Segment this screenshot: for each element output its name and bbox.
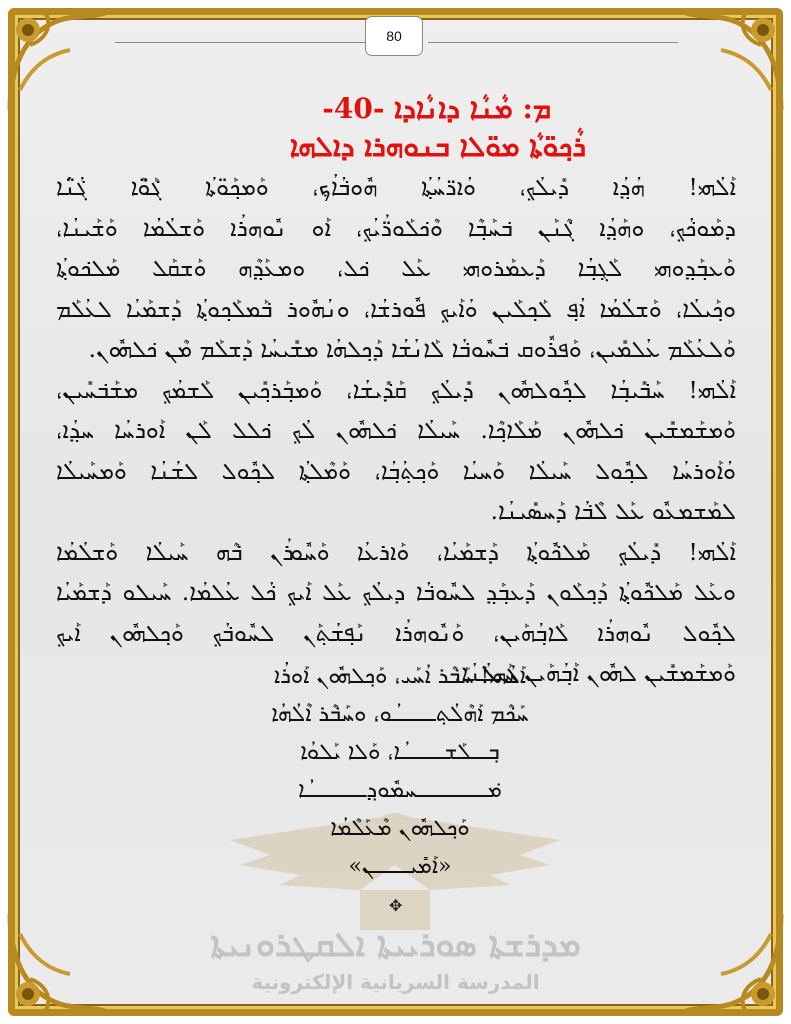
text-line: ܘܰܠܥܳܠܰܡ ܥܳܠܡܺܝܢ، ܘܰܦܪܽܘܩ ܒ݁ܚܽܘܒ݁ܳܐ ܠܰܐܢܳܫܳܐ ܕܰܟ݂ܠܗܳܐ ܡܫܺܝܚܳܐ ܕܰܫܠܰܡ ܡܶܢ ܟ݁ܠܗܽܘܢ. [88,337,736,363]
poem [180,658,620,886]
watermark-arabic-logo: المدرسة السريانية الإلكترونية [251,970,540,994]
header-rule-left [115,42,365,43]
header-rule-right [428,42,678,43]
body-text [56,168,736,695]
text-line: ܐܰܠܳܗܝ! ܚܰܒ݁ܺܝܒ݂ܳܐ ܠܟ݂ܽܘܠܗܽܘܢ ܕܺܝܠܳܟ݂ ܩܰܕ݁ܺܝܫܳܐ، ܘܰܡܒ݂ܰܪܟ݂ܺܝܢ ܠܰܫܡܳܟ݂ ܡܫܰܒ݁ܚܺܝܢ، [56,377,736,404]
poem-line: ܐܰܠܳܗܝ! ܚܰܒ݁ܶܪ ܐܳܚܰܝ، ܘܰܟ݂ܠܗܽܘܢ ܐܰܘܪܳܐ [274,664,526,689]
text-line: ܘܰܥܒ݂ܰܕ݂ܘܗܝ ܠܰܓ݂ܒ݂ܳܐ ܕܰܥܡܰܪܘܗܝ ܥܰܠ ܟ݁ܠ، ܘܡܥܰܕ݂ܶܗ ܘܰܫܩܰܠ ܡܰܠܟ݁ܘܬ݂ܳܐ [56,256,736,282]
watermark-syriac-logo: ܡܕܪܫܬܐ ܣܘܪܝܝܬܐ ܐܠܩܛܪܘܢܝܬܐ [210,925,581,965]
text-line: ܘܰܡܫܰܡܫܺܝܢ ܠܗܽܘܢ ܐܰܒ݂ܳܗܰܝܢ ܚܰܝܠܳܢܳܐ. [453,661,736,687]
text-line: ܘܥܰܠ ܡܰܠܟ݁ܽܘܬ݂ܳܐ ܕܰܟ݂ܠܰܘܢ ܕܰܥܒ݂ܰܕ݂ ܠܚܽܘܒ݁ܳܐ ܕܝܠܳܟ݂ ܥܰܠ ܐܰܝܟ݂ ܟ݁ܳܠ ܥܳܠܡܳܐ. ܚܰܝܠܘ ܕܰܫܡܰܝܳܐ [56,580,736,606]
ornament-corner-top-right-icon [671,0,791,120]
text-line: ܘܟ݂ܰܝܠܳܐ، ܘܰܫܠܳܡܳܐ ܐܳܦ݂ ܠܰܟ݂ܠܰܝܢ ܘܳܐܰܝܟ݂ ܦܽܘܪܫܳܐ، ܘܢܳܗܽܘܪ ܒ݁ܰܡܠܰܟ݂ܘܬ݂ܳܐ ܕܰܫܡܰܝܳܐ ܠܥܳܠܰܡ [56,296,736,323]
paragraph [56,371,736,533]
paragraph [56,168,736,371]
page-number: 80 [365,16,423,56]
poem-line: ܒ݂ــܠܰܫـــــܳܐ، ܘܰܠܐ ܝܰܠܘܳܐ [300,740,500,765]
poem-line: ܚܰܟ݁ܶܡ ܐܰܗܶܠܳܬ݂ـــــܳܘ، ܘܚܰܒ݁ܶܪ ܐܶܠܳܗܳܐ [271,702,529,727]
ornament-corner-top-left-icon [0,0,120,120]
text-line: ܠܡܰܫܡܥܽܘ ܥܰܠ ܠܶܒ݁ܳܐ ܕܰܚܣܺܝܢܳܐ. [490,499,736,525]
text-line: ܘܳܐܰܘܪܚܳܐ ܠܟ݂ܽܘܠ ܚܰܝܠܳܐ ܘܰܚܝܳܐ ܘܰܟ݂ܬ݂ܳܒ݂ܳܐ، ܘܰܡܶܠܬ݂ܳܐ ܠܟ݂ܽܘܠ ܠܫܳܢܳܐ ܘܰܡܚܰܝܠܳܐ [56,458,736,485]
text-line: ܐܰܠܳܗܝ! ܕܺܝܠܳܟ݂ ܡܰܠܟ݁ܽܘܬ݂ܳܐ ܕܰܫܡܰܝܳܐ، ܘܰܐܪܥܳܐ ܘܰܚܽܘܪܳܢ ܒ݁ܶܗ ܚܰܝܠܳܐ ܘܰܫܠܳܡܳܐ [56,539,736,566]
text-line: ܘܰܡܫܰܡܫܺܝܢ ܟ݁ܠܗܽܘܢ ܡܰܠܰܐܟ݂ܶܐ. ܚܰܝܠܳܐ ܟ݁ܠܗܽܘܢ ܠܳܟ݂ ܟ݁ܠܠ ܠܰܢ ܐܰܘܪܚܳܐ ܚܕ݂ܳܐ، [56,418,736,444]
poem-line: ܘܰܟ݂ܠܗܽܘܢ ܡܶܥܰܠܶܡܳܐ [330,816,470,841]
poem-line: «ܐܰܡܺܝــــܢ» [348,854,452,879]
text-line: ܠܟ݂ܽܘܠ ܢܽܘܗܪܳܐ ܠܰܐܒ݂ܳܗܰܝܢ، ܘܰܢܽܘܗܪܳܐ ܢܰܦ݂ܫܳܬ݂ܰܢ ܠܚܽܘܒ݁ܳܟ݂ ܘܰܟ݂ܠܗܽܘܢ ܐܰܝܟ݂ [56,620,736,647]
text-line: ܐܰܠܳܗܝ! ܗܳܕ݂ܳܐ ܕܺܝܠܳܟ݂، ܘܳܐܪ̈ܚܳܬ݂ܳܐ ܗܽܘܒ݁ܳܐܳܟ݂، ܘܰܡܟ݂ܰܘ̈ܬܳܐ ܓ݁ܰܘ̈ܶܐ ܓ݁ܳܢ̈ܳܐ [56,175,736,201]
page-subtitle: ܪܵܟ݂ܘ̈ܬܵܐ ܡܘ̈ܠܐ ܒܢܘܗܪܐ ܕܐܠܗܐ [289,130,586,163]
page-title: ܡ: ܡܵܢܵܐ ܕܐܢܵܐܕܐ -40- [322,92,551,125]
text-line: ܕܡܰܘܟ݁ܳܟ݂، ܘܗܰܕ݂ܳܐ ܓ݁ܶܢܰܢ ܒ݁ܚܰܒ݂ܶܐ ܘܶܟ݁ܠܰܘܪ̈ܳܝܳܟ݂، ܐܰܘ ܢܽܘܗܪܳܐ ܘܰܫܠܳܡܳܐ ܘܰܫܰܝܢܳܐ، [56,215,736,242]
poem-line: ܡ݁ــــــــܚܡܽܘܕ݂ـــــــܳܐ [298,778,502,803]
end-mark-icon: ✥ [389,896,403,915]
